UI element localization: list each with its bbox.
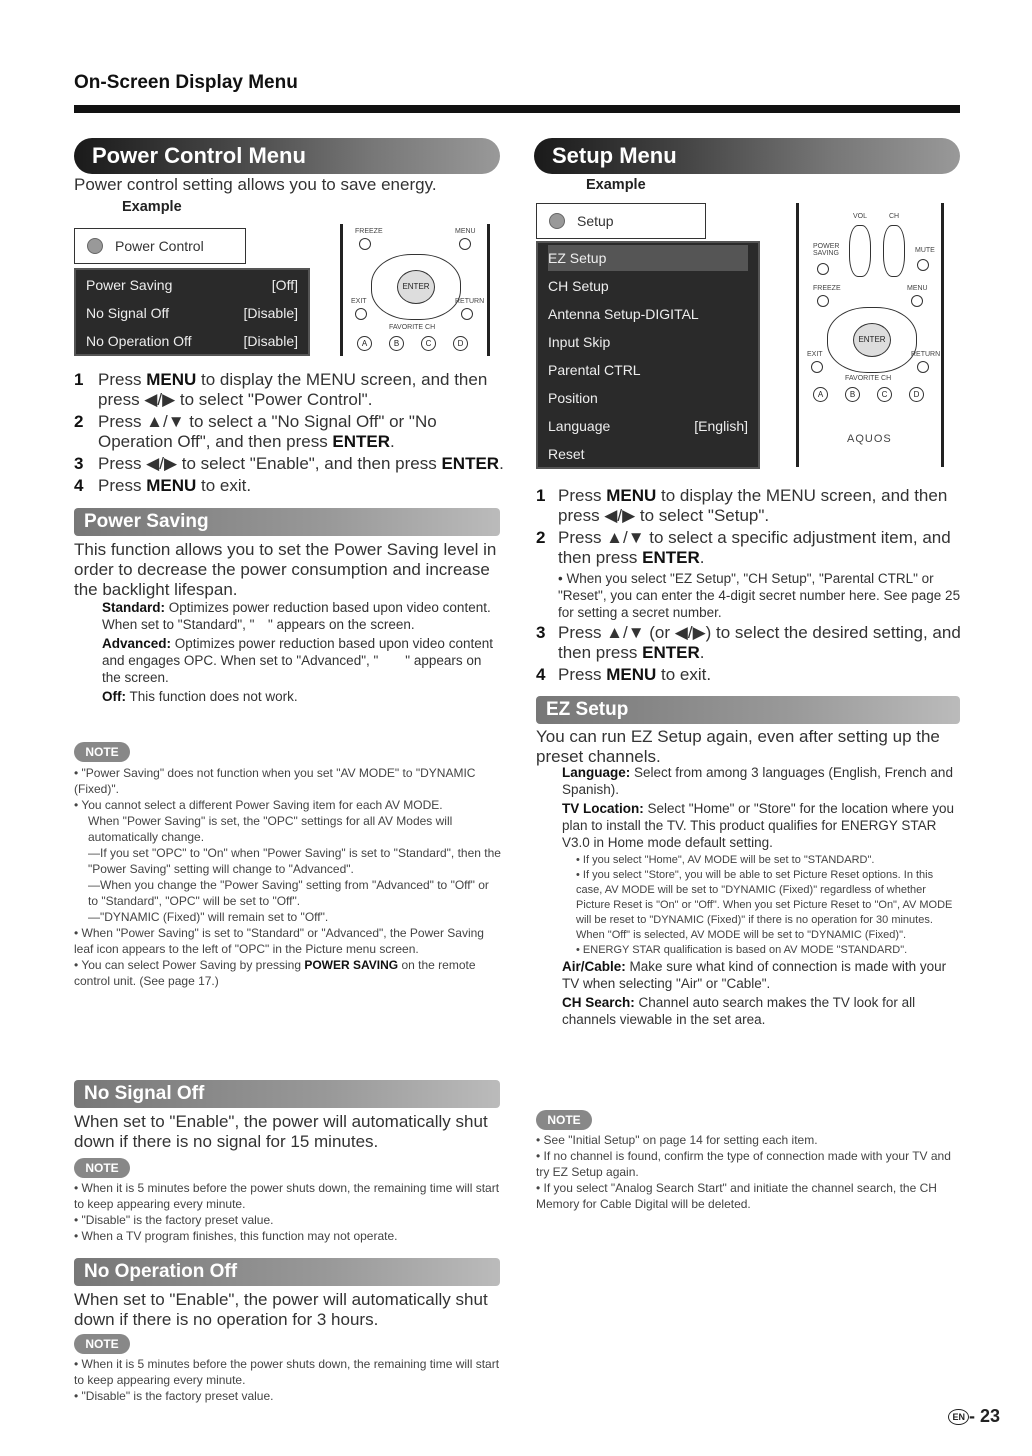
fav-b-button[interactable]: B: [845, 387, 860, 402]
osd-row-language[interactable]: [548, 413, 748, 439]
osd-row-label: Position: [548, 390, 598, 406]
return-label: RETURN: [911, 351, 941, 358]
power-saving-notes: • "Power Saving" does not function when you set "AV MODE" to "DYNAMIC (Fixed)". • You cannot select a different Power Saving item for each AV MODE. When "Power Saving" is set, the "OPC" settings for all AV Modes will automatically change. —If you set "OPC" to "On" when "Power Saving" is set to "Standard", then the "Power Saving" setting will change to "Advanced". —When you change the "Power Saving" setting from "Advanced" to "Off" or to "Standard", "OPC" will be set to "Off". —"DYNAMIC (Fixed)" will remain set to "Off". • When "Power Saving" is set to "Standard" or "Advanced", the Power Saving leaf icon appears to the left of "OPC" in the Picture menu screen. • You can select Power Saving by pressing POWER SAVING on the remote control unit. (See page 17.): [74, 766, 501, 988]
osd-row-label: Reset: [548, 446, 585, 462]
no-signal-off-banner: No Signal Off: [74, 1080, 500, 1108]
power-control-banner: Power Control Menu: [74, 138, 500, 174]
power-saving-options: Standard: Optimizes power reduction based upon video content. When set to "Standard", " " appears on the screen. Advanced: Optimizes power reduction based upon video content and engages OPC. When set to "Advanced", " " appears on the screen. Off: This function does not work.: [102, 600, 493, 704]
no-signal-off-body: When set to "Enable", the power will automatically shut down if there is no signal for 15 minutes.: [74, 1112, 488, 1151]
osd-breadcrumb: [536, 203, 706, 239]
page-number-text: - 23: [968, 1406, 1000, 1426]
power-control-steps: [74, 370, 504, 496]
enter-button[interactable]: ENTER: [853, 323, 891, 357]
vol-label: VOL: [853, 213, 868, 220]
setup-steps: [536, 486, 962, 685]
setup-osd: [536, 241, 760, 469]
favorite-ch-label: FAVORITE CH: [389, 324, 436, 331]
freeze-button[interactable]: [359, 238, 371, 250]
setup-icon: [549, 213, 565, 229]
exit-label: EXIT: [351, 298, 367, 305]
note-badge: NOTE: [74, 1334, 130, 1354]
note-badge: NOTE: [74, 1158, 130, 1178]
ez-setup-body: You can run EZ Setup again, even after setting up the preset channels.: [536, 727, 940, 766]
osd-row-no-operation-off[interactable]: [86, 328, 298, 354]
example-label: Example: [122, 199, 182, 215]
osd-row-input-skip[interactable]: [548, 329, 748, 355]
page-title: On-Screen Display Menu: [74, 72, 298, 93]
channel-rocker[interactable]: [883, 225, 905, 277]
freeze-label: FREEZE: [813, 285, 841, 292]
language-badge: EN: [948, 1409, 969, 1425]
freeze-button[interactable]: [817, 295, 829, 307]
step-2: 2 Press ▲/▼ to select a specific adjustment item, and then press ENTER. • When you select "EZ Setup", "CH Setup", "Parental CTRL" or "Reset", you can enter the 4-digit secret number here. See page 25 for setting a secret number.: [536, 528, 961, 620]
fav-d-button[interactable]: D: [453, 336, 468, 351]
note-badge: NOTE: [74, 742, 130, 762]
remote-illustration: [340, 224, 490, 356]
osd-breadcrumb-label: Setup: [577, 213, 614, 229]
menu-label: MENU: [907, 285, 928, 292]
power-leaf-icon: [87, 238, 103, 254]
power-saving-button[interactable]: [817, 263, 829, 275]
no-operation-off-banner: No Operation Off: [74, 1258, 500, 1286]
osd-row-no-signal-off[interactable]: [86, 300, 298, 326]
power-saving-label: POWER SAVING: [813, 243, 840, 257]
osd-row-value: [Disable]: [243, 305, 298, 321]
osd-row-position[interactable]: [548, 385, 748, 411]
exit-button[interactable]: [811, 361, 823, 373]
osd-row-value: [Disable]: [243, 333, 298, 349]
enter-button[interactable]: ENTER: [397, 270, 435, 304]
osd-row-label: No Signal Off: [86, 305, 170, 321]
step-1: 1 Press MENU to display the MENU screen, and then press ◀/▶ to select "Power Control".: [74, 370, 488, 409]
page-number: [948, 1406, 1000, 1427]
note-badge: NOTE: [536, 1110, 592, 1130]
osd-row-label: Antenna Setup-DIGITAL: [548, 306, 699, 322]
menu-label: MENU: [455, 228, 476, 235]
step-2-subnote: • When you select "EZ Setup", "CH Setup", "Parental CTRL" or "Reset", you can enter the 4-digit secret number here. See page 25 for setting a secret number.: [558, 571, 961, 620]
osd-row-label: CH Setup: [548, 278, 609, 294]
osd-row-label: Language: [548, 418, 611, 434]
fav-a-button[interactable]: A: [813, 387, 828, 402]
no-operation-off-notes: • When it is 5 minutes before the power shuts down, the remaining time will start to keep appearing every minute. • "Disable" is the factory preset value.: [74, 1357, 500, 1403]
fav-c-button[interactable]: C: [877, 387, 892, 402]
osd-breadcrumb: [74, 228, 246, 264]
step-3: 3 Press ▲/▼ (or ◀/▶) to select the desired setting, and then press ENTER.: [536, 623, 961, 662]
step-1: 1 Press MENU to display the MENU screen, and then press ◀/▶ to select "Setup".: [536, 486, 948, 525]
fav-d-button[interactable]: D: [909, 387, 924, 402]
ch-label: CH: [889, 213, 900, 220]
power-saving-banner: Power Saving: [74, 508, 500, 536]
mute-button[interactable]: [917, 259, 929, 271]
power-control-intro: Power control setting allows you to save energy.: [74, 175, 437, 194]
freeze-label: FREEZE: [355, 228, 383, 235]
return-button[interactable]: [917, 361, 929, 373]
header-rule: [74, 105, 960, 113]
osd-row-parental-ctrl[interactable]: [548, 357, 748, 383]
remote-illustration: [796, 203, 944, 467]
osd-row-value: [English]: [694, 418, 748, 434]
example-label: Example: [586, 177, 646, 193]
ez-setup-options: Language: Select from among 3 languages (English, French and Spanish). TV Location: Select "Home" or "Store" for the location where you plan to install the TV. This product qualifies for ENERGY STAR V3.0 in Home mode default setting. • If you select "Home", AV MODE will be set to "STANDARD". • If you select "Store", you will be able to set Picture Reset options. In this case, AV MODE will be set to "DYNAMIC (Fixed)" regardless of whether Picture Reset is "On" or "Off". When you set Picture Reset to "On", AV MODE will be reset to "DYNAMIC (Fixed)" if there is no operation for 30 minutes. When "Off" is selected, AV MODE will be set to "DYNAMIC (Fixed)". • ENERGY STAR qualification is based on AV MODE "STANDARD". Air/Cable: Make sure what kind of connection is made with your TV when selecting "Air" or "Cable". CH Search: Channel auto search makes the TV look for all channels viewable in the set area.: [562, 765, 955, 1027]
osd-breadcrumb-label: Power Control: [115, 238, 204, 254]
exit-button[interactable]: [355, 308, 367, 320]
osd-row-label: Input Skip: [548, 334, 611, 350]
osd-row-value: [Off]: [271, 277, 298, 293]
favorite-ch-label: FAVORITE CH: [845, 375, 892, 382]
ez-setup-notes: • See "Initial Setup" on page 14 for setting each item. • If no channel is found, confirm the type of connection made with your TV and try EZ Setup again. • If you select "Analog Search Start" and initiate the channel search, the CH Memory for Cable Digital will be deleted.: [536, 1133, 951, 1211]
no-signal-off-notes: • When it is 5 minutes before the power shuts down, the remaining time will start to keep appearing every minute. • "Disable" is the factory preset value. • When a TV program finishes, this function may not operate.: [74, 1181, 500, 1243]
step-4: 4 Press MENU to exit.: [74, 476, 252, 495]
osd-row-ez-setup[interactable]: [548, 245, 748, 271]
exit-label: EXIT: [807, 351, 823, 358]
menu-button[interactable]: [911, 295, 923, 307]
power-saving-body: This function allows you to set the Power Saving level in order to decrease the power consumption and increase the backlight lifespan.: [74, 540, 497, 599]
setup-menu-banner: Setup Menu: [534, 138, 960, 174]
step-2: 2 Press ▲/▼ to select a "No Signal Off" or "No Operation Off", and then press ENTER.: [74, 412, 437, 451]
volume-rocker[interactable]: [849, 225, 871, 277]
osd-row-power-saving[interactable]: [86, 272, 298, 298]
return-label: RETURN: [455, 298, 485, 305]
fav-b-button[interactable]: B: [389, 336, 404, 351]
step-4: 4 Press MENU to exit.: [536, 665, 712, 684]
step-3: 3 Press ◀/▶ to select "Enable", and then press ENTER.: [74, 454, 504, 473]
osd-row-label: Power Saving: [86, 277, 173, 293]
no-operation-off-body: When set to "Enable", the power will automatically shut down if there is no operation for 3 hours.: [74, 1290, 488, 1329]
fav-c-button[interactable]: C: [421, 336, 436, 351]
ez-setup-banner: EZ Setup: [536, 696, 960, 724]
brand-logo: AQUOS: [847, 433, 892, 445]
return-button[interactable]: [461, 308, 473, 320]
mute-label: MUTE: [915, 247, 935, 254]
osd-row-label: No Operation Off: [86, 333, 192, 349]
fav-a-button[interactable]: A: [357, 336, 372, 351]
menu-button[interactable]: [459, 238, 471, 250]
osd-row-ch-setup[interactable]: [548, 273, 748, 299]
osd-row-reset[interactable]: [548, 441, 748, 467]
osd-row-label: Parental CTRL: [548, 362, 641, 378]
osd-row-antenna-setup[interactable]: [548, 301, 748, 327]
osd-row-label: EZ Setup: [548, 250, 607, 266]
power-control-osd: [74, 268, 310, 356]
